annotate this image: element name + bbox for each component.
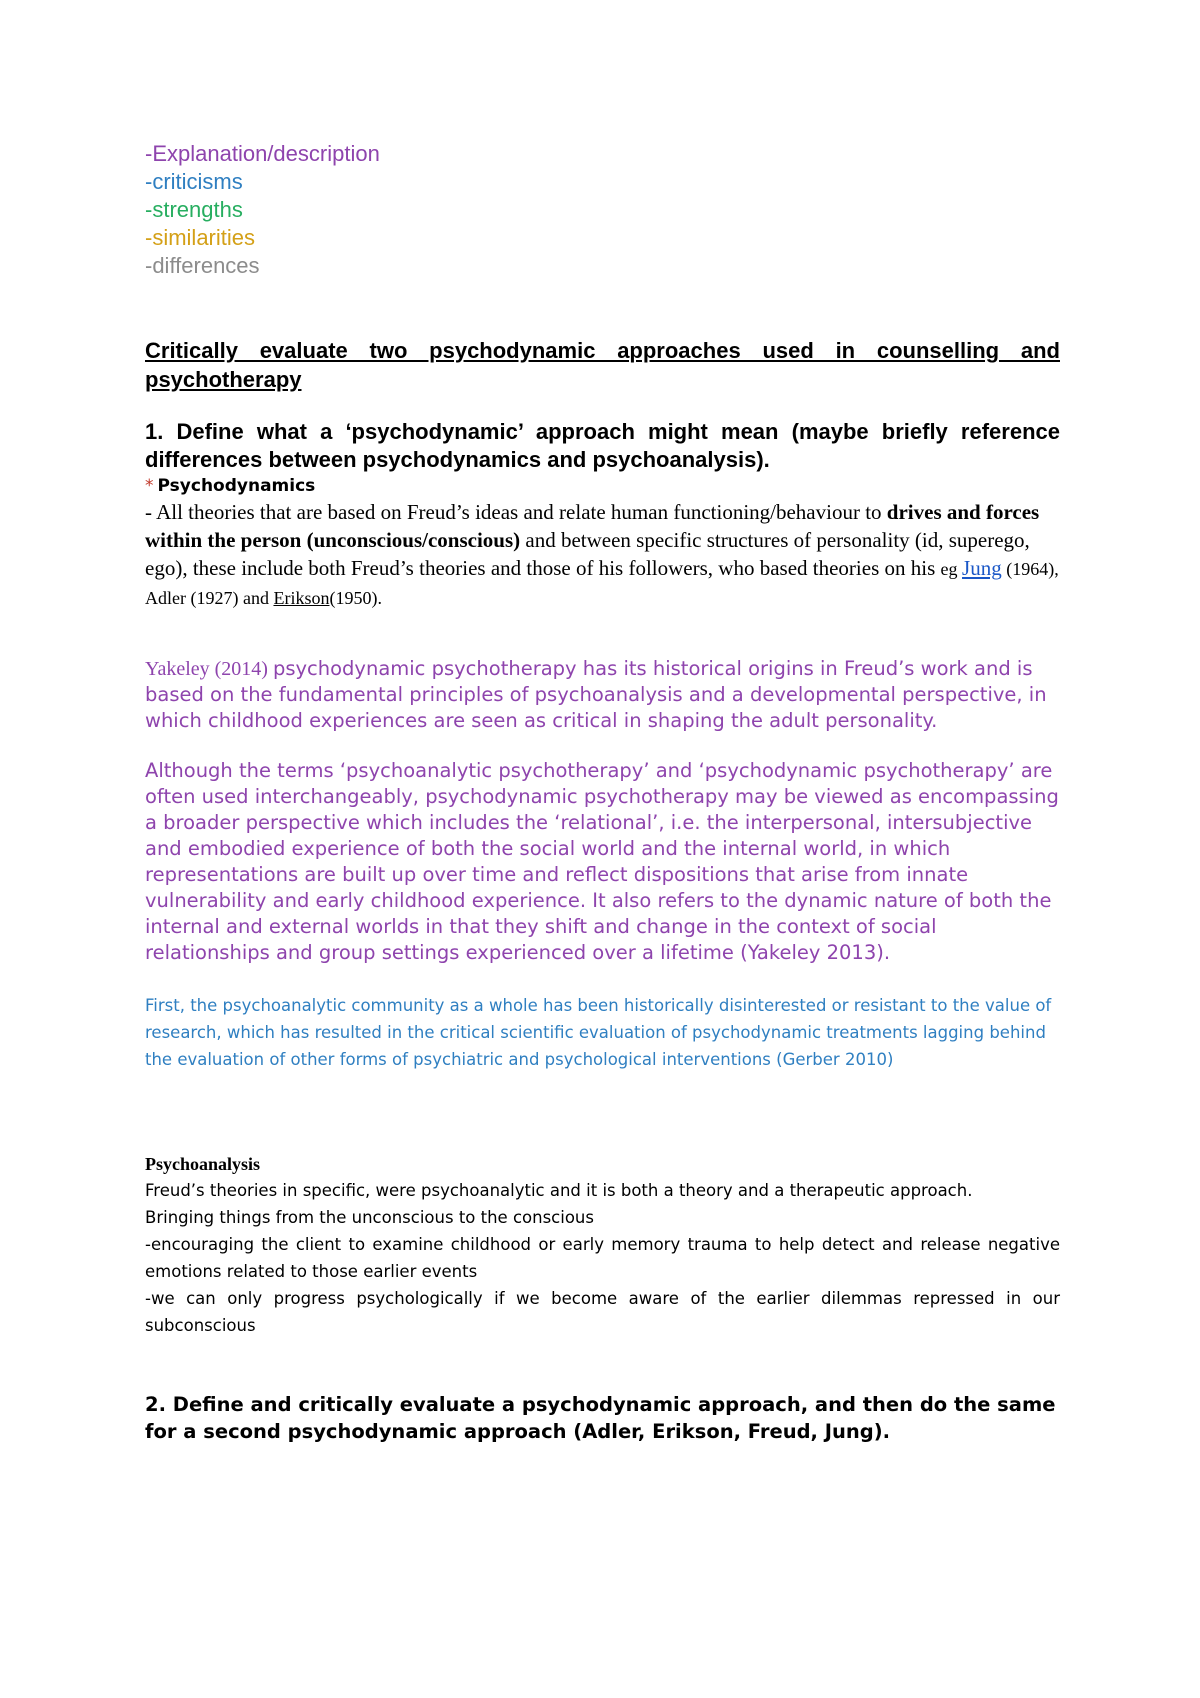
- yakeley-2013-paragraph: Although the terms ‘psychoanalytic psychotherapy’ and ‘psychodynamic psychotherapy’ are often used interchangeably, psychodynamic psychotherapy may be viewed as encompassing a broader perspective which includes the ‘relational’, i.e. the interpersonal, intersubjective and embodied experience of both the social world and the internal world, in which representations are built up over time and reflect dispositions that arise from innate vulnerability and early childhood experience. It also refers to the dynamic nature of both the internal and external worlds in that they shift and change in the context of social relationships and group settings experienced over a lifetime (Yakeley 2013).: [145, 759, 1059, 964]
- legend-strengths: -strengths: [145, 197, 243, 222]
- legend-explanation: -Explanation/description: [145, 141, 380, 166]
- legend-differences: -differences: [145, 253, 260, 278]
- jung-link[interactable]: Jung: [962, 556, 1002, 580]
- jung-year: (1964), Adler (1927) and: [145, 559, 1059, 608]
- gerber-paragraph: First, the psychoanalytic community as a whole has been historically disinterested or resistant to the value of research, which has resulted in the critical scientific evaluation of psychodynamic treatments lagging behind the evaluation of other forms of psychiatric and psychological interventions (Gerber 2010): [145, 996, 1052, 1069]
- color-legend: [145, 140, 1060, 280]
- question-1: 1. Define what a ‘psychodynamic’ approach might mean (maybe briefly reference differences between psychodynamics and psychoanalysis).: [145, 419, 1060, 472]
- psychoanalysis-line-4: -we can only progress psychologically if we become aware of the earlier dilemmas repressed in our subconscious: [145, 1289, 1060, 1335]
- psychoanalysis-line-3: -encouraging the client to examine childhood or early memory trauma to help detect and release negative emotions related to those earlier events: [145, 1235, 1060, 1281]
- definition-bold: drives and forces within the person (unconscious/conscious): [145, 500, 1040, 552]
- psychodynamics-title: Psychodynamics: [157, 476, 316, 496]
- yakeley-2014-text: psychodynamic psychotherapy has its historical origins in Freud’s work and is based on the fundamental principles of psychoanalysis and a developmental perspective, in which childhood experiences are seen as critical in shaping the adult personality.: [145, 657, 1047, 732]
- legend-criticisms: -criticisms: [145, 169, 243, 194]
- psychoanalysis-body: [145, 1177, 1060, 1339]
- erikson-year: (1950).: [329, 588, 382, 608]
- psychoanalysis-line-1: Freud’s theories in specific, were psychoanalytic and it is both a theory and a therapeutic approach.: [145, 1181, 973, 1200]
- definition-text-mid: and between specific structures of personality (id, superego, ego), these include both Freud’s theories and those of his followers, who based theories on his: [145, 528, 1030, 580]
- document-page: [145, 140, 1060, 1445]
- yakeley-citation: Yakeley (2014): [145, 658, 273, 680]
- question-2: 2. Define and critically evaluate a psychodynamic approach, and then do the same for a second psychodynamic approach (Adler, Erikson, Freud, Jung).: [145, 1393, 1056, 1443]
- psychodynamics-heading: [145, 474, 1060, 498]
- definition-text-start: - All theories that are based on Freud’s ideas and relate human functioning/behaviour to: [145, 500, 887, 524]
- psychoanalysis-heading: Psychoanalysis: [145, 1154, 261, 1174]
- psychodynamics-definition: [145, 498, 1060, 612]
- yakeley-2014-paragraph: [145, 656, 1060, 734]
- asterisk-marker: *: [145, 476, 154, 496]
- psychoanalysis-line-2: Bringing things from the unconscious to the conscious: [145, 1208, 594, 1227]
- legend-similarities: -similarities: [145, 225, 255, 250]
- essay-title: Critically evaluate two psychodynamic approaches used in counselling and psychotherapy: [145, 338, 1060, 392]
- erikson-name: Erikson: [273, 588, 330, 608]
- definition-eg: eg: [940, 559, 963, 579]
